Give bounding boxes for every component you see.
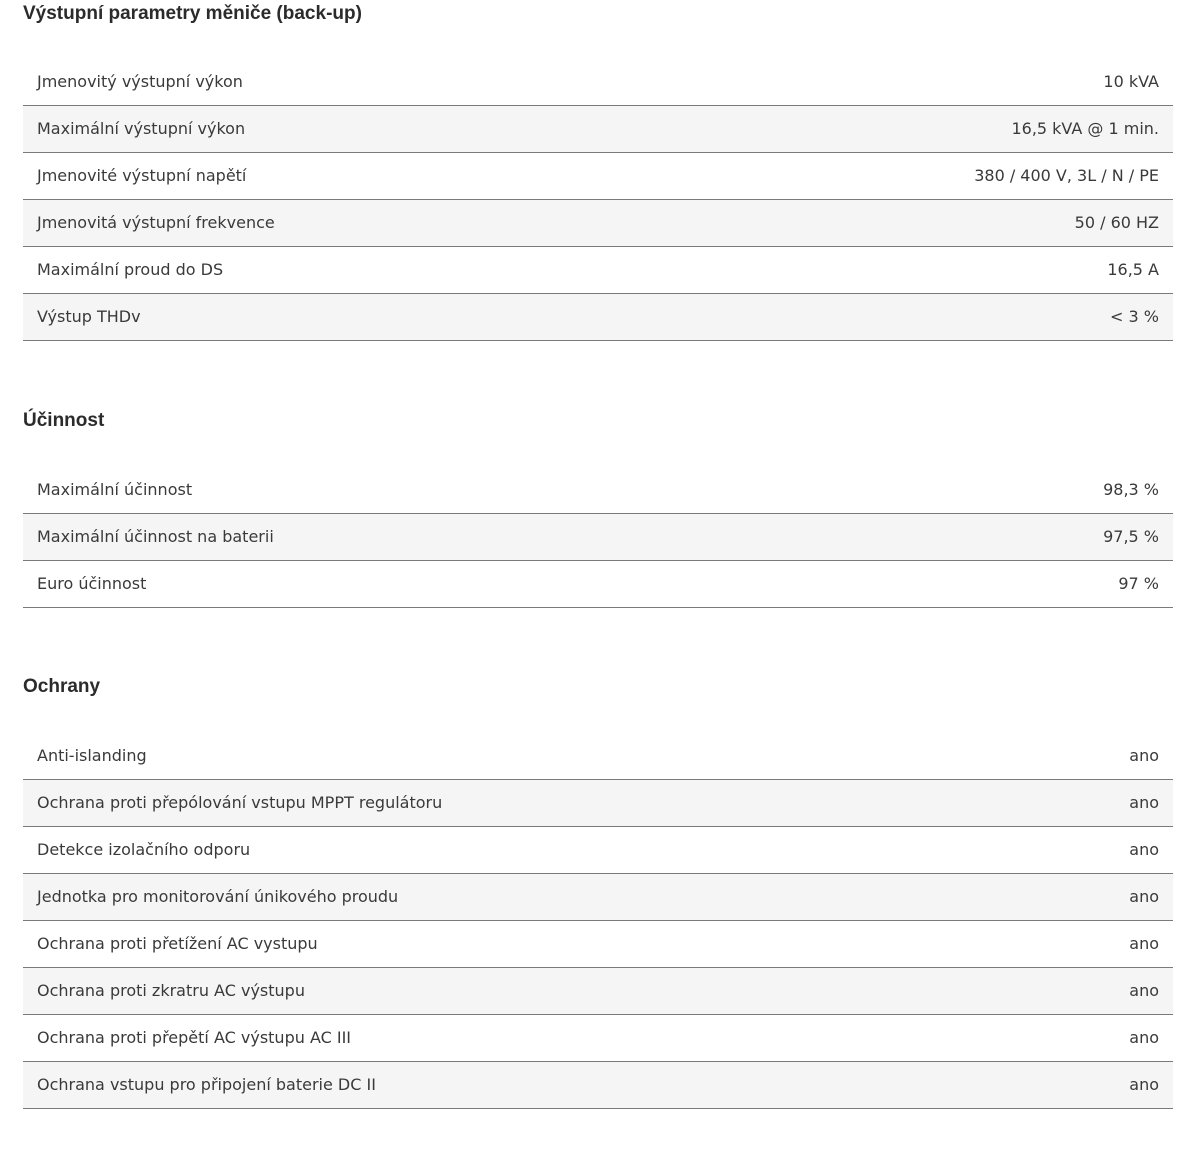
spec-value: ano (1129, 793, 1159, 812)
spec-value: 380 / 400 V, 3L / N / PE (974, 166, 1159, 185)
spec-value: ano (1129, 1075, 1159, 1094)
spec-value: ano (1129, 745, 1159, 765)
table-row (23, 826, 1173, 873)
table-row (23, 246, 1173, 293)
spec-table-protections (23, 732, 1173, 1109)
table-row (23, 779, 1173, 826)
table-row (23, 293, 1173, 340)
spec-value: < 3 % (1110, 307, 1159, 326)
spec-value: ano (1129, 934, 1159, 953)
spec-value: ano (1129, 981, 1159, 1000)
spec-label: Ochrana proti přetížení AC vystupu (37, 934, 318, 953)
spec-label: Výstup THDv (37, 307, 141, 326)
spec-label: Jmenovitá výstupní frekvence (37, 213, 275, 232)
spec-value: 50 / 60 HZ (1074, 213, 1159, 232)
spec-label: Euro účinnost (37, 574, 147, 593)
spec-value: 10 kVA (1103, 71, 1159, 91)
spec-value: 98,3 % (1103, 479, 1159, 499)
spec-value: 16,5 A (1107, 260, 1159, 279)
table-row (23, 199, 1173, 246)
spec-label: Jednotka pro monitorování únikového proudu (37, 887, 399, 906)
spec-value: 97,5 % (1103, 527, 1159, 546)
table-row (23, 732, 1173, 779)
section-title-output-parameters: Výstupní parametry měniče (back-up) (23, 3, 362, 24)
table-row (23, 152, 1173, 199)
spec-label: Maximální proud do DS (37, 260, 224, 279)
table-row (23, 466, 1173, 513)
spec-label: Jmenovité výstupní napětí (37, 166, 247, 185)
table-row (23, 513, 1173, 560)
spec-label: Maximální účinnost na baterii (37, 527, 274, 546)
table-row (23, 967, 1173, 1014)
table-row (23, 105, 1173, 152)
spec-table-output-parameters (23, 58, 1173, 341)
spec-value: 16,5 kVA @ 1 min. (1011, 119, 1159, 138)
spec-label: Jmenovitý výstupní výkon (37, 71, 243, 91)
spec-label: Ochrana proti zkratru AC výstupu (37, 981, 305, 1000)
spec-label: Ochrana vstupu pro připojení baterie DC II (37, 1075, 376, 1094)
table-row (23, 58, 1173, 105)
spec-label: Maximální výstupní výkon (37, 119, 246, 138)
table-row (23, 873, 1173, 920)
table-row (23, 920, 1173, 967)
table-row (23, 1014, 1173, 1061)
table-row (23, 1061, 1173, 1108)
spec-value: 97 % (1118, 574, 1159, 593)
section-title-efficiency: Účinnost (23, 410, 105, 431)
spec-value: ano (1129, 840, 1159, 859)
section-title-protections: Ochrany (23, 676, 101, 697)
spec-table-efficiency (23, 466, 1173, 608)
spec-label: Detekce izolačního odporu (37, 840, 251, 859)
spec-value: ano (1129, 887, 1159, 906)
spec-label: Anti-islanding (37, 745, 147, 765)
spec-label: Ochrana proti přepětí AC výstupu AC III (37, 1028, 352, 1047)
spec-value: ano (1129, 1028, 1159, 1047)
spec-label: Ochrana proti přepólování vstupu MPPT regulátoru (37, 793, 443, 812)
spec-label: Maximální účinnost (37, 479, 193, 499)
table-row (23, 560, 1173, 607)
